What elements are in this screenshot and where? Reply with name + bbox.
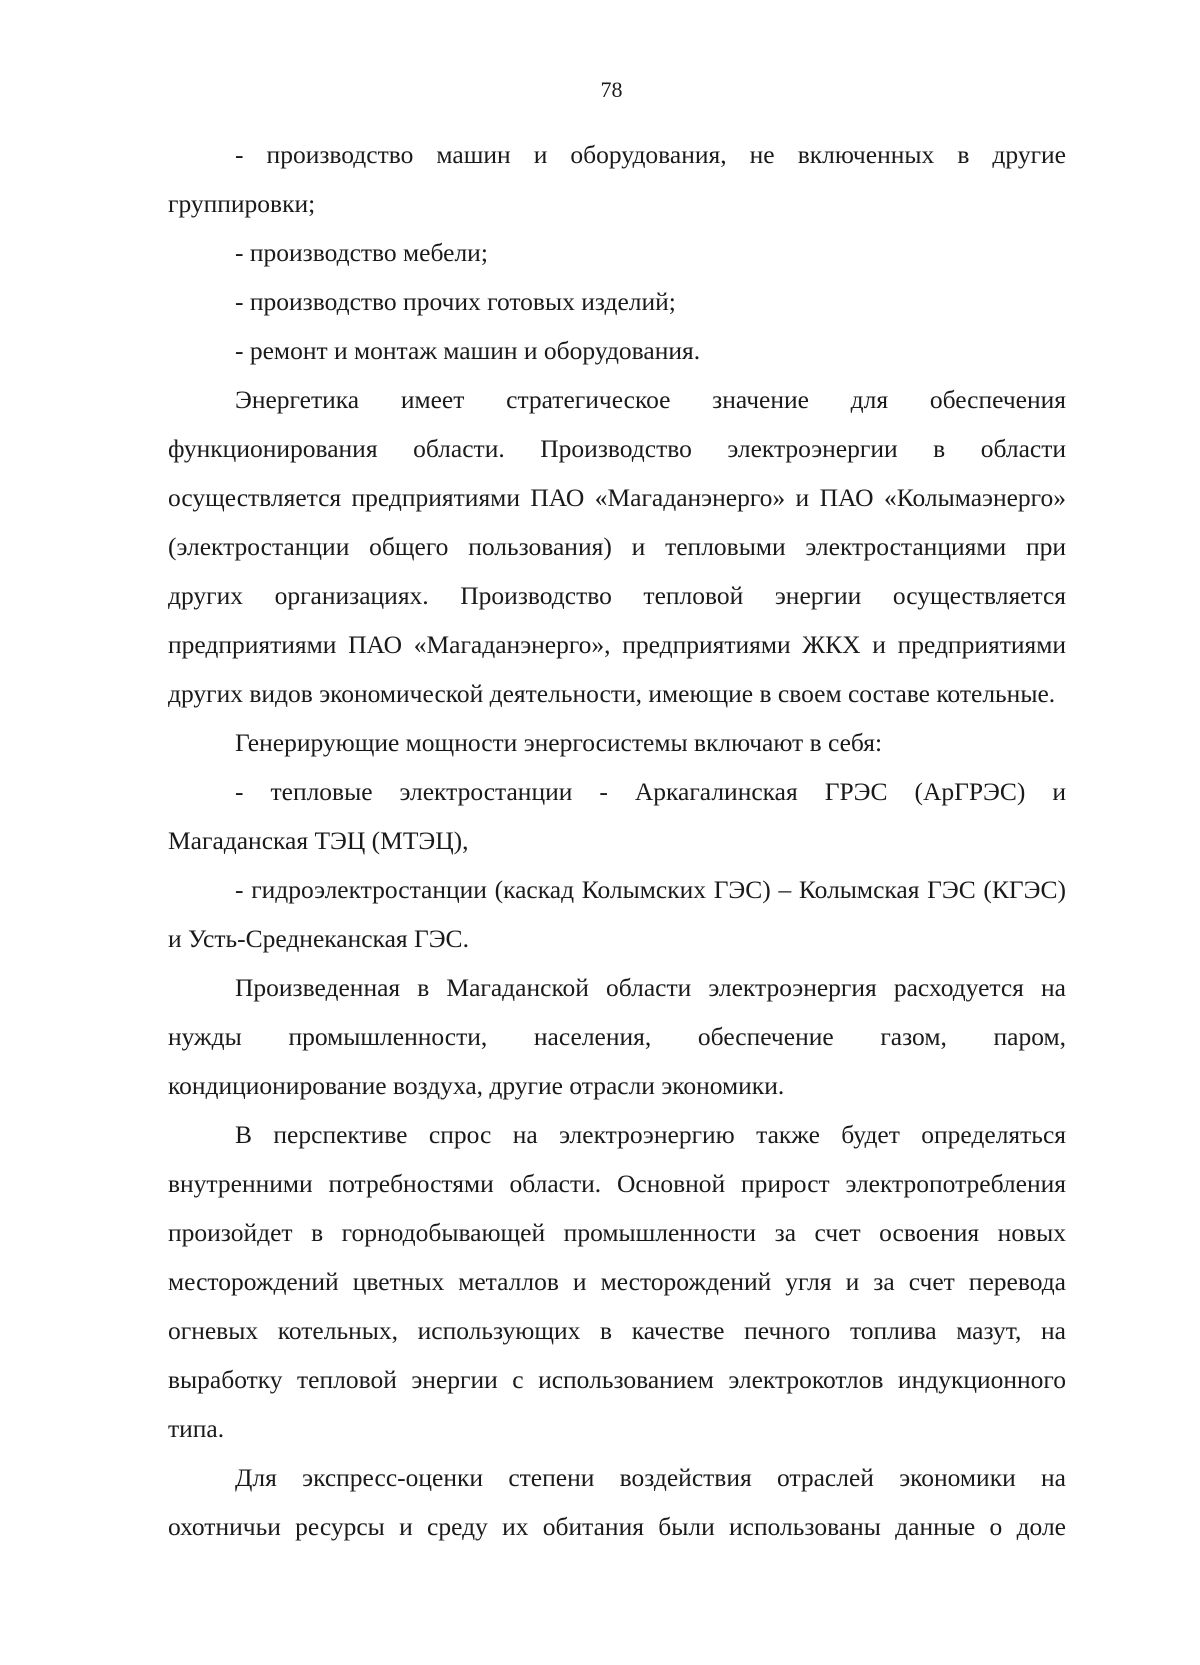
list-item: - производство мебели; [235,238,488,267]
paragraph: В перспективе спрос на электроэнергию также будет определяться внутренними потребностями области. Основной прирост электропотребления произойдет в горнодобывающей промышленности за счет освоения новых месторождений цветных металлов и месторождений угля и за счет перевода огневых котельных, использующих в качестве печного топлива мазут, на выработку тепловой энергии с использованием электрокотлов индукционного типа. [168,1120,1066,1443]
paragraph: Энергетика имеет стратегическое значение для обеспечения функционирования области. Производство электроэнергии в области осуществляется предприятиями ПАО «Магаданэнерго» и ПАО «Колымаэнерго» (электростанции общего пользования) и тепловыми электростанциями при других организациях. Производство тепловой энергии осуществляется предприятиями ПАО «Магаданэнерго», предприятиями ЖКХ и предприятиями других видов экономической деятельности, имеющие в своем составе котельные. [168,385,1066,708]
page-number: 78 [600,77,623,102]
paragraph: Генерирующие мощности энергосистемы включают в себя: [235,728,883,757]
list-item: - производство прочих готовых изделий; [235,287,676,316]
list-item: - ремонт и монтаж машин и оборудования. [235,336,701,365]
list-item: - тепловые электростанции - Аркагалинская ГРЭС (АрГРЭС) и Магаданская ТЭЦ (МТЭЦ), [168,777,1066,855]
list-item: - производство машин и оборудования, не включенных в другие группировки; [168,140,1066,218]
paragraph: Произведенная в Магаданской области электроэнергия расходуется на нужды промышленности, населения, обеспечение газом, паром, кондиционирование воздуха, другие отрасли экономики. [168,973,1066,1100]
paragraph: Для экспресс-оценки степени воздействия отраслей экономики на охотничьи ресурсы и среду их обитания были использованы данные о доле [168,1463,1066,1541]
list-item: - гидроэлектростанции (каскад Колымских ГЭС) – Колымская ГЭС (КГЭС) и Усть-Среднеканская ГЭС. [168,875,1066,953]
body-text [168,130,1066,1551]
